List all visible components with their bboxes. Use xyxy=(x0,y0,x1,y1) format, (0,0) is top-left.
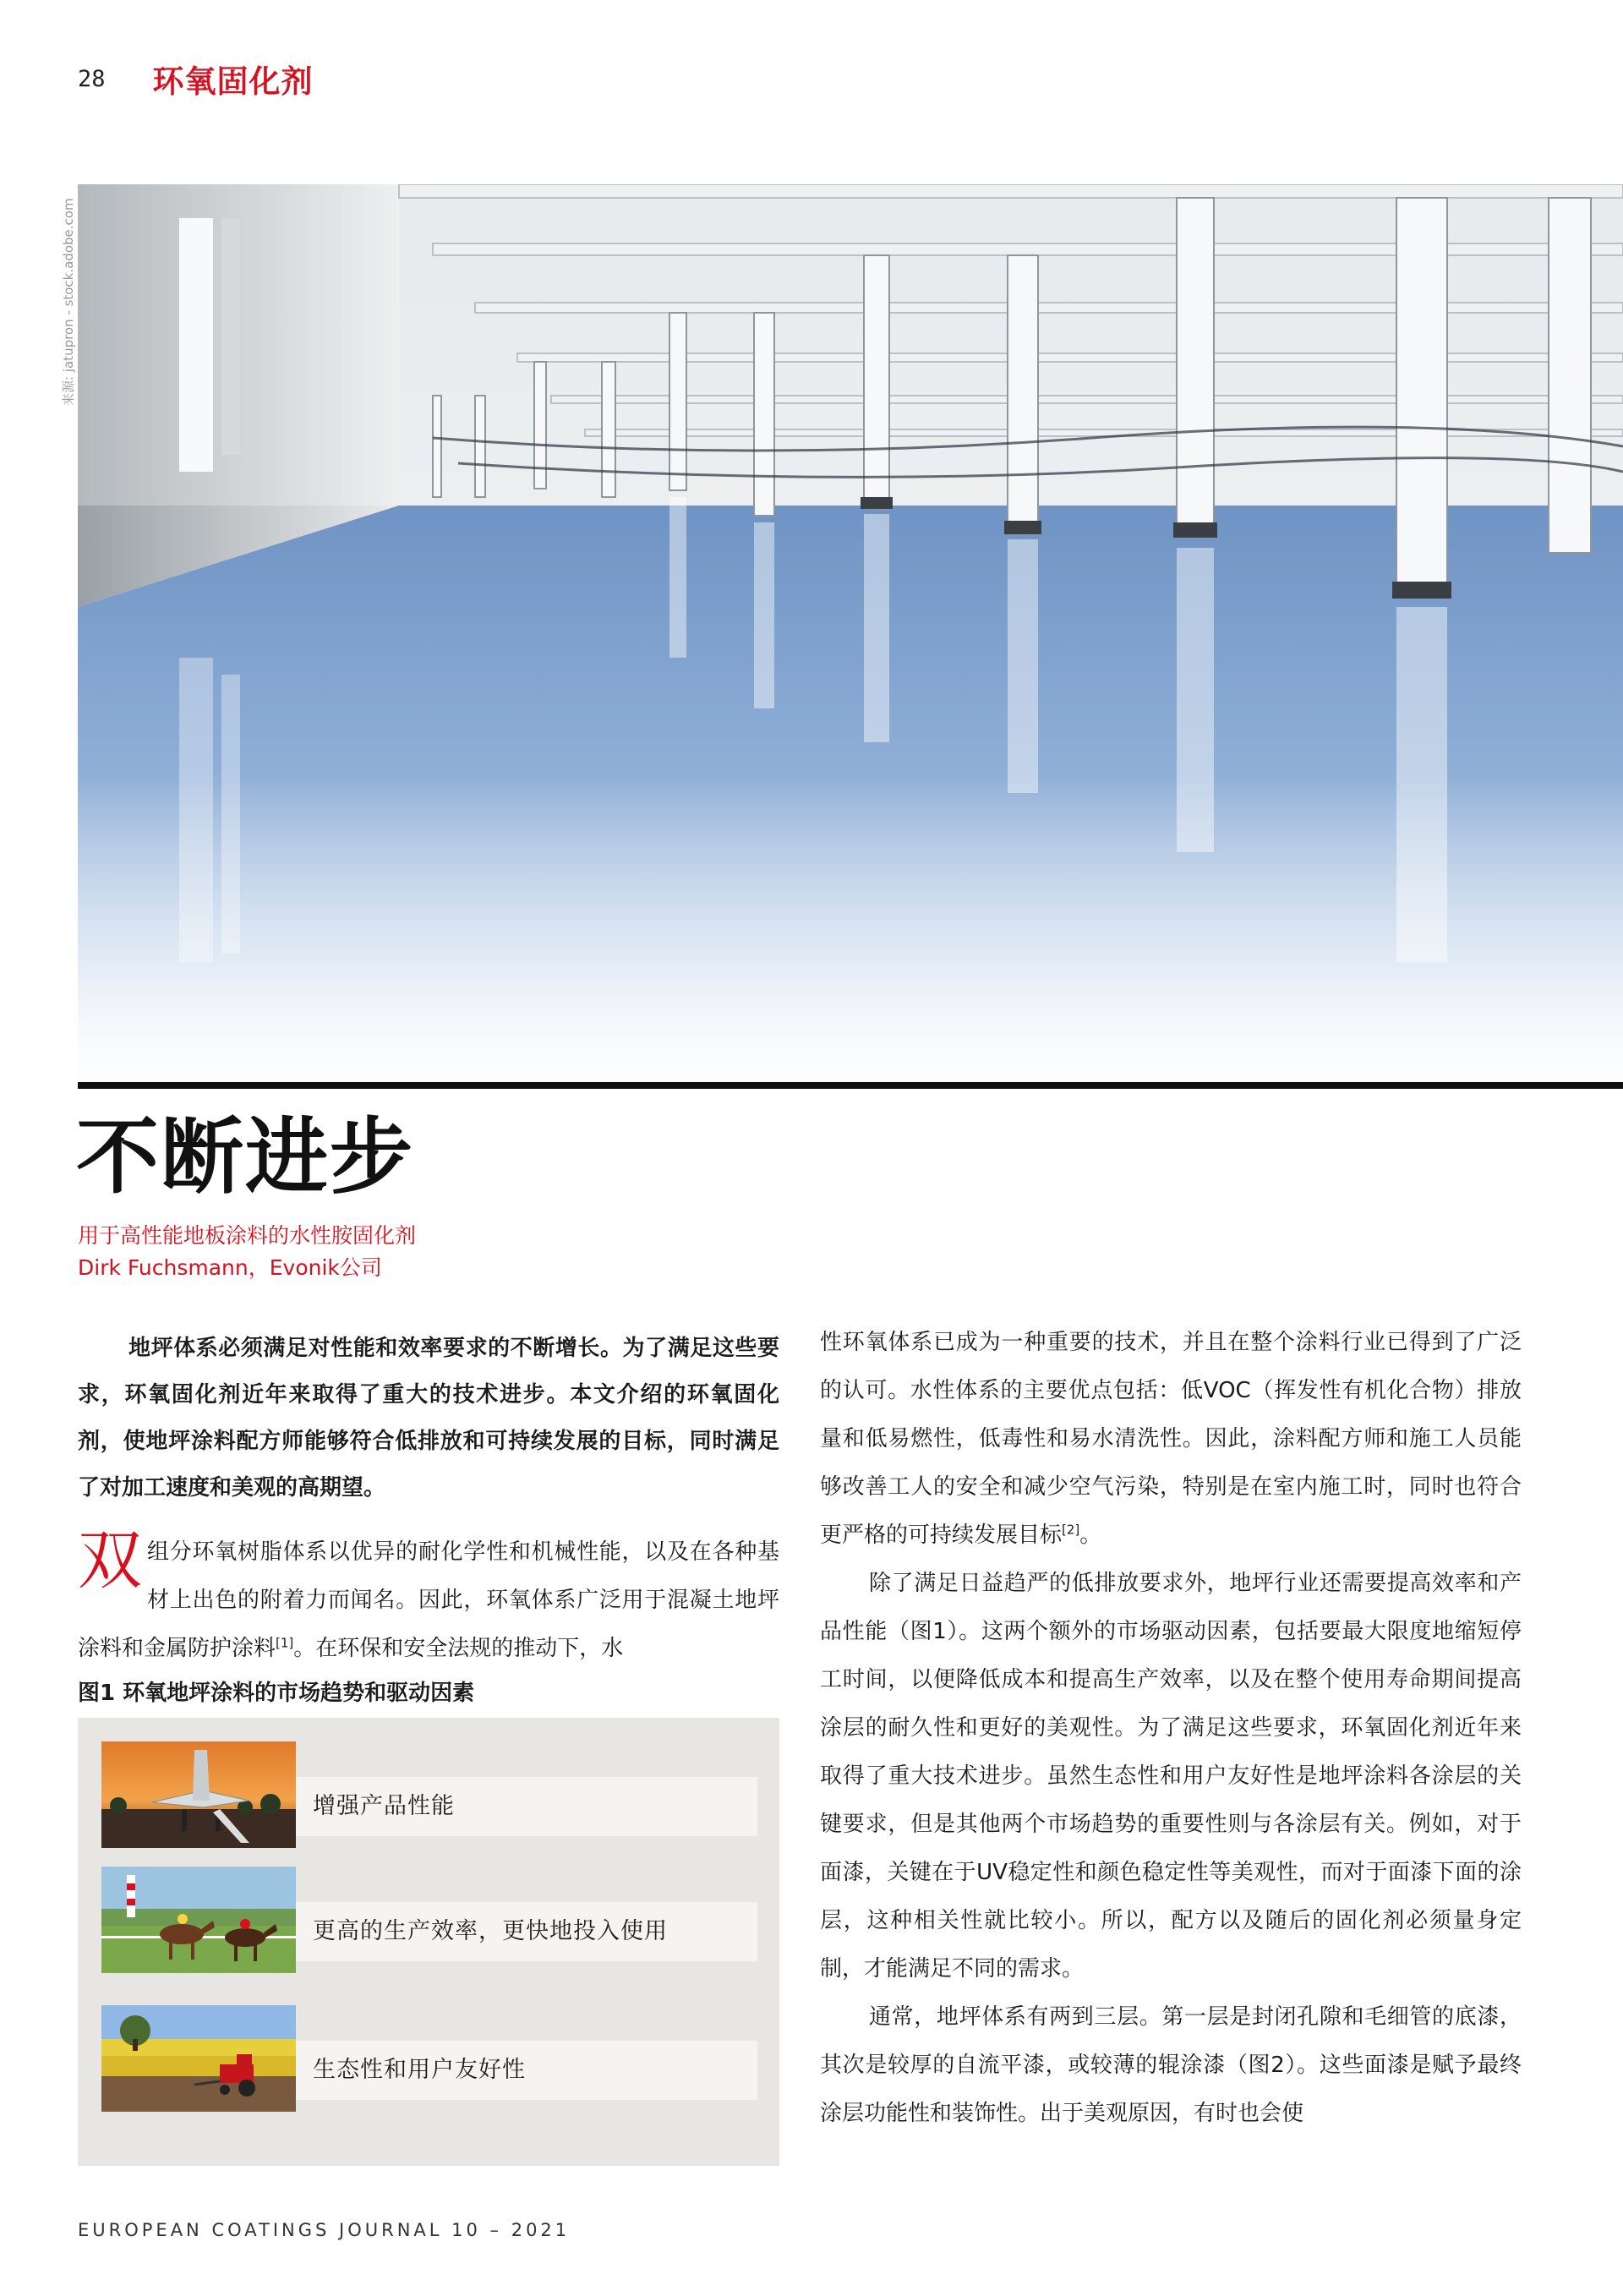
figure-item xyxy=(101,2005,757,2112)
dropcap: 双 xyxy=(78,1522,142,1598)
figure-caption: 图1 环氧地坪涂料的市场趋势和驱动因素 xyxy=(78,1681,475,1706)
article-title: 不断进步 xyxy=(76,1109,415,1205)
paragraph xyxy=(820,1319,1522,1560)
article-author: Dirk Fuchsmann，Evonik公司 xyxy=(78,1255,382,1280)
figure-item xyxy=(101,1741,757,1848)
reference-2: [2] xyxy=(1062,1522,1080,1538)
left-body-part-b: 。在环保和安全法规的推动下，水 xyxy=(293,1636,624,1661)
right-body-text xyxy=(820,1319,1522,2138)
article-subtitle: 用于高性能地板涂料的水性胺固化剂 xyxy=(78,1223,417,1248)
figure-label: 生态性和用户友好性 xyxy=(313,2057,526,2083)
section-title: 环氧固化剂 xyxy=(152,63,314,100)
horse-racing-image xyxy=(101,1867,296,1973)
right-paragraph-3: 通常，地坪体系有两到三层。第一层是封闭孔隙和毛细管的底漆，其次是较厚的自流平漆，或较薄的辊涂漆（图2）。这些面漆是赋予最终涂层功能性和装饰性。出于美观原因，有时也会使 xyxy=(820,2004,1522,2126)
right-paragraph-1-end: 。 xyxy=(1079,1522,1102,1548)
figure-label: 增强产品性能 xyxy=(313,1793,455,1819)
right-paragraph-2: 除了满足日益趋严的低排放要求外，地坪行业还需要提高效率和产品性能（图1）。这两个额外的市场驱动因素，包括要最大限度地缩短停工时间，以便降低成本和提高生产效率，以及在整个使用寿命期间提高涂层的耐久性和更好的美观性。为了满足这些要求，环氧固化剂近年来取得了重大技术进步。虽然生态性和用户友好性是地坪涂料各涂层的关键要求，但是其他两个市场趋势的重要性则与各涂层有关。例如，对于面漆，关键在于UV稳定性和颜色稳定性等美观性，而对于面漆下面的涂层，这种相关性就比较小。所以，配方以及随后的固化剂必须量身定制，才能满足不同的需求。 xyxy=(820,1571,1522,1982)
figure-label-bar xyxy=(296,1777,757,1836)
right-paragraph-1: 性环氧体系已成为一种重要的技术，并且在整个涂料行业已得到了广泛的认可。水性体系的主要优点包括：低VOC（挥发性有机化合物）排放量和低易燃性，低毒性和易水清洗性。因此，涂料配方师和施工人员能够改善工人的安全和减少空气污染，特别是在室内施工时，同时也符合更严格的可持续发展目标 xyxy=(820,1330,1522,1548)
airplane-image xyxy=(101,1741,296,1848)
page-number: 28 xyxy=(78,65,106,92)
reference-1: [1] xyxy=(276,1635,294,1651)
left-body-part-a: 组分环氧树脂体系以优异的耐化学性和机械性能，以及在各种基材上出色的附着力而闻名。因此，环氧体系广泛用于混凝土地坪涂料和金属防护涂料 xyxy=(78,1539,779,1661)
photo-credit-text: 来源: jatupron - stock.adobe.com xyxy=(61,198,76,406)
hero-photo xyxy=(78,184,1623,1082)
hero-divider xyxy=(78,1082,1623,1089)
figure-label-bar xyxy=(296,2041,757,2100)
figure-label: 更高的生产效率，更快地投入使用 xyxy=(313,1918,668,1944)
tractor-field-image xyxy=(101,2005,296,2112)
journal-footer: EUROPEAN COATINGS JOURNAL 10 – 2021 xyxy=(78,2220,571,2240)
lead-paragraph: 地坪体系必须满足对性能和效率要求的不断增长。为了满足这些要求，环氧固化剂近年来取得了重大的技术进步。本文介绍的环氧固化剂，使地坪涂料配方师能够符合低排放和可持续发展的目标，同时满足了对加工速度和美观的高期望。 xyxy=(78,1336,779,1501)
figure-1 xyxy=(78,1718,779,2166)
left-body-text xyxy=(78,1522,779,1673)
figure-item xyxy=(101,1867,757,1973)
figure-label-bar xyxy=(296,1902,757,1961)
page-header xyxy=(78,57,314,100)
